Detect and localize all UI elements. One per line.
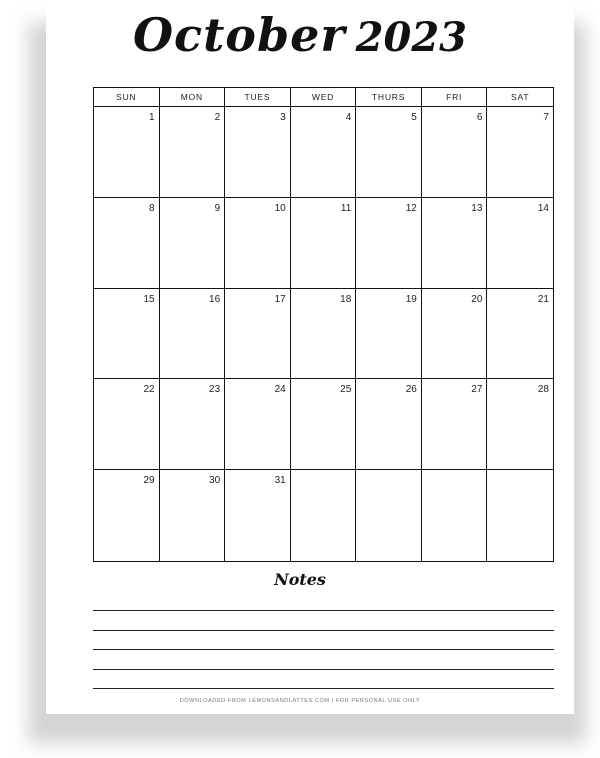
day-number: 13 [471, 202, 483, 214]
note-line [93, 630, 554, 631]
day-cell [487, 198, 553, 289]
day-cell [356, 379, 422, 470]
day-cell [291, 379, 357, 470]
calendar-grid [93, 87, 554, 562]
footer-credit: DOWNLOADED FROM LEMONSANDLATTES.COM | FOR PERSONAL USE ONLY [179, 698, 421, 704]
day-cell [225, 107, 291, 198]
day-cell [487, 289, 553, 380]
day-cell-empty [291, 470, 357, 561]
weekday-header-sun: SUN [94, 88, 160, 107]
day-number: 21 [537, 293, 549, 305]
day-cell [94, 470, 160, 561]
weekday-header-mon: MON [160, 88, 226, 107]
day-cell [356, 198, 422, 289]
day-cell [291, 107, 357, 198]
day-number: 3 [280, 112, 286, 123]
day-cell [225, 289, 291, 380]
day-number: 17 [274, 293, 286, 305]
calendar-title [0, 8, 600, 62]
day-number: 4 [345, 112, 352, 123]
day-cell [160, 470, 226, 561]
day-cell [160, 198, 226, 289]
day-number: 14 [537, 202, 549, 214]
day-cell [422, 198, 488, 289]
weekday-header-thu: THURS [356, 88, 422, 107]
day-cell [225, 470, 291, 561]
day-number: 8 [149, 202, 155, 214]
day-number: 19 [405, 293, 417, 305]
day-number: 27 [471, 384, 483, 396]
day-number: 2 [214, 112, 221, 123]
day-number: 16 [209, 293, 221, 305]
day-cell [356, 289, 422, 380]
notes-title: Notes [274, 570, 326, 589]
day-number: 10 [274, 202, 286, 214]
weekday-header-fri: FRI [422, 88, 488, 107]
day-number: 9 [214, 202, 221, 214]
day-number: 18 [340, 293, 352, 305]
title-month: October [132, 8, 346, 62]
day-cell [291, 198, 357, 289]
note-line [93, 649, 554, 650]
day-number: 5 [411, 112, 417, 123]
day-number: 26 [405, 384, 417, 396]
day-cell-empty [422, 470, 488, 561]
day-cell [487, 379, 553, 470]
day-cell [422, 107, 488, 198]
day-number: 23 [209, 384, 221, 396]
day-cell [94, 289, 160, 380]
note-line [93, 669, 554, 670]
day-number: 30 [209, 475, 221, 487]
note-line [93, 610, 554, 611]
day-number: 28 [537, 384, 549, 396]
day-cell-empty [487, 470, 553, 561]
weekday-header-wed: WED [291, 88, 357, 107]
day-cell [225, 198, 291, 289]
day-cell [487, 107, 553, 198]
day-cell [291, 289, 357, 380]
day-number: 20 [471, 293, 483, 305]
day-number: 29 [143, 475, 155, 487]
day-cell [422, 379, 488, 470]
day-cell [94, 379, 160, 470]
day-number: 6 [476, 112, 483, 123]
day-cell [94, 107, 160, 198]
day-number: 12 [405, 202, 417, 214]
day-cell [356, 107, 422, 198]
day-cell [225, 379, 291, 470]
day-cell [422, 289, 488, 380]
day-number: 25 [340, 384, 352, 396]
title-year: 2023 [355, 14, 467, 61]
day-cell [160, 379, 226, 470]
weekday-header-tue: TUES [225, 88, 291, 107]
day-number: 31 [274, 475, 286, 487]
day-cell [160, 107, 226, 198]
day-number: 7 [543, 112, 549, 123]
day-number: 1 [149, 112, 155, 123]
day-cell-empty [356, 470, 422, 561]
day-cell [160, 289, 226, 380]
day-cell [94, 198, 160, 289]
day-number: 11 [340, 202, 352, 214]
note-line [93, 688, 554, 689]
day-number: 24 [274, 384, 286, 396]
day-number: 15 [143, 293, 155, 305]
weekday-header-sat: SAT [487, 88, 553, 107]
day-number: 22 [143, 384, 155, 396]
